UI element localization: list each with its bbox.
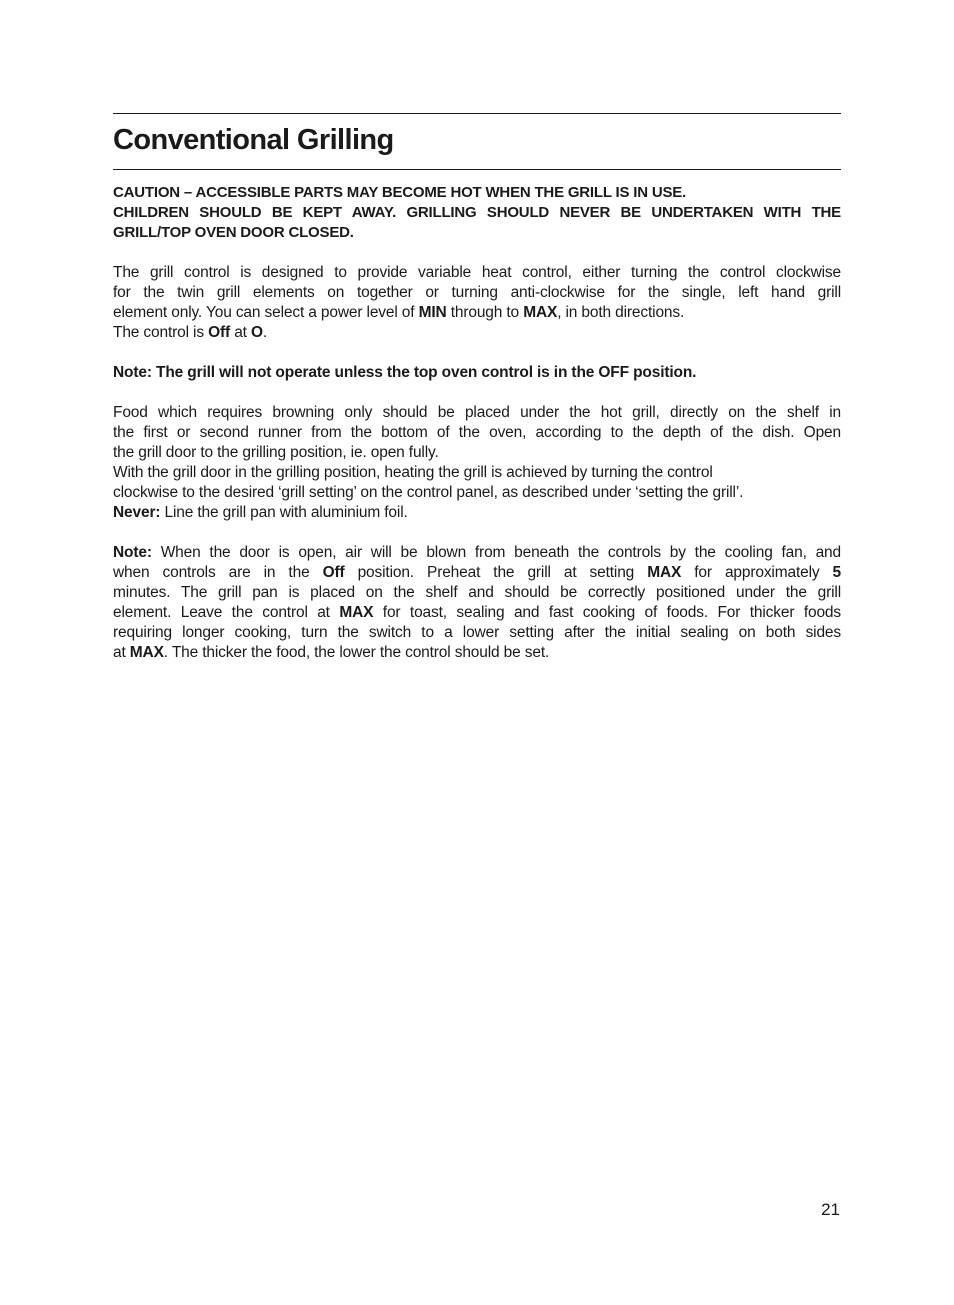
o-label: O: [251, 324, 263, 341]
paragraph-line: The grill control is designed to provide variable heat control, either turning the control clockwise: [113, 264, 841, 281]
never-label: Never:: [113, 504, 161, 521]
note-label: Note:: [113, 544, 152, 561]
browning-paragraph: [113, 403, 841, 523]
caution-line-3: GRILL/TOP OVEN DOOR CLOSED.: [113, 224, 354, 241]
paragraph-line: element. Leave the control at MAX for toast, sealing and fast cooking of foods. For thicker foods: [113, 604, 841, 621]
page-number: 21: [821, 1200, 840, 1219]
grill-control-paragraph: [113, 263, 841, 343]
paragraph-line: clockwise to the desired ‘grill setting’ on the control panel, as described under ‘setting the grill’.: [113, 484, 744, 501]
paragraph-line: minutes. The grill pan is placed on the shelf and should be correctly positioned under the grill: [113, 584, 841, 601]
note-top-oven: Note: The grill will not operate unless the top oven control is in the OFF position.: [113, 364, 697, 381]
paragraph-line: when controls are in the Off position. Preheat the grill at setting MAX for approximately 5: [113, 564, 842, 581]
page-title: Conventional Grilling: [113, 124, 394, 156]
paragraph-line: Food which requires browning only should be placed under the hot grill, directly on the shelf in: [113, 404, 841, 421]
paragraph-line: The control is Off at O.: [113, 324, 268, 341]
paragraph-line: at MAX. The thicker the food, the lower the control should be set.: [113, 644, 550, 661]
off-label: Off: [208, 324, 231, 341]
caution-paragraph: [113, 183, 841, 243]
paragraph-line: element only. You can select a power level of MIN through to MAX, in both directions.: [113, 304, 685, 321]
paragraph-line: for the twin grill elements on together or turning anti-clockwise for the single, left hand grill: [113, 284, 841, 301]
paragraph-line: With the grill door in the grilling position, heating the grill is achieved by turning the control: [113, 464, 713, 481]
paragraph-line: Note: When the door is open, air will be blown from beneath the controls by the cooling fan, and: [113, 544, 841, 561]
min-label: MIN: [418, 304, 447, 321]
paragraph-line: requiring longer cooking, turn the switch to a lower setting after the initial sealing on both sides: [113, 624, 841, 641]
cooling-fan-paragraph: [113, 543, 841, 663]
top-divider: [113, 113, 841, 114]
paragraph-line: the first or second runner from the bottom of the oven, according to the depth of the dish. Open: [113, 424, 841, 441]
caution-line-2: CHILDREN SHOULD BE KEPT AWAY. GRILLING SHOULD NEVER BE UNDERTAKEN WITH THE: [113, 204, 841, 221]
max-label: MAX: [523, 304, 558, 321]
content-body: [113, 183, 841, 683]
paragraph-line: Never: Line the grill pan with aluminium foil.: [113, 504, 408, 521]
title-divider: [113, 169, 841, 170]
paragraph-line: the grill door to the grilling position, ie. open fully.: [113, 444, 439, 461]
caution-line-1: CAUTION – ACCESSIBLE PARTS MAY BECOME HOT WHEN THE GRILL IS IN USE.: [113, 184, 687, 201]
